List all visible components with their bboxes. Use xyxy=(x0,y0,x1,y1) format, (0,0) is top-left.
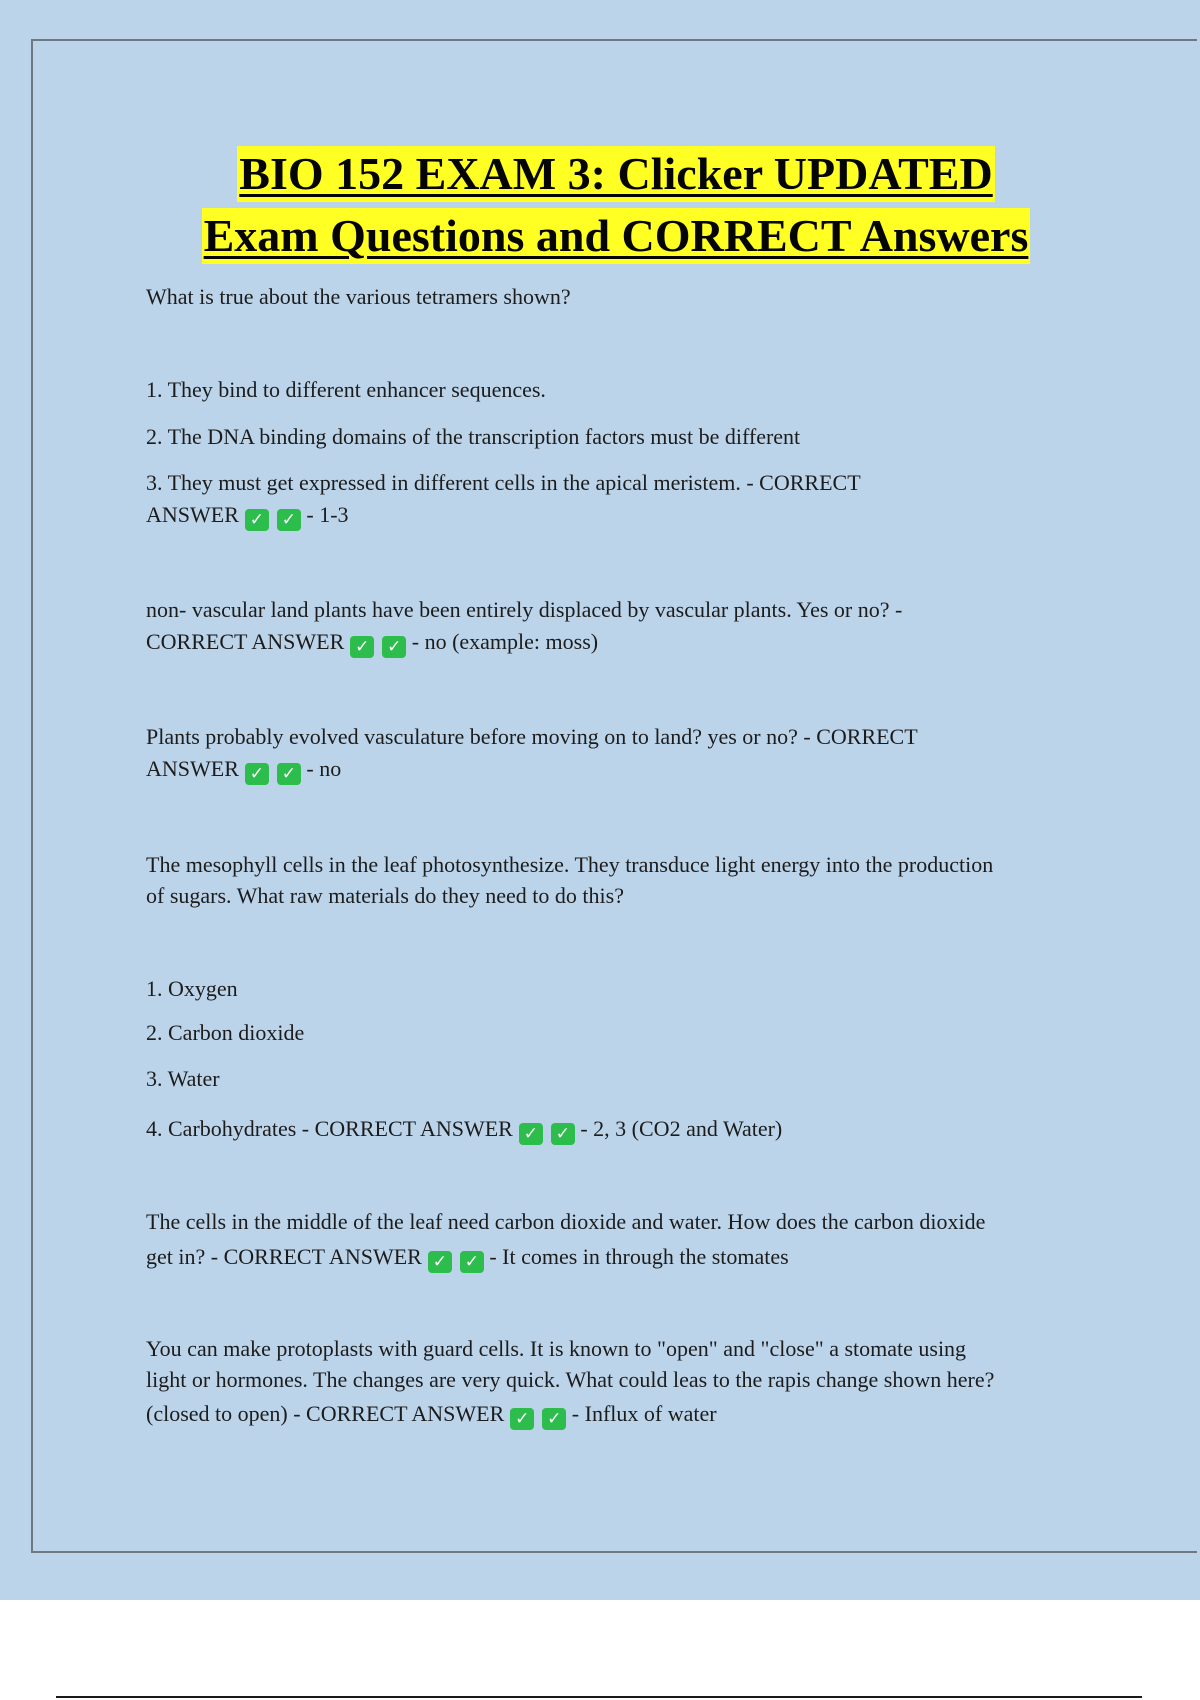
option-1-1: 1. They bind to different enhancer sequences. xyxy=(146,377,546,402)
question-6-line-2: light or hormones. The changes are very quick. What could leas to the rapis change shown here? xyxy=(146,1367,995,1392)
check-mark-icon: ✓ xyxy=(542,1408,566,1430)
answer-2 xyxy=(146,626,598,658)
question-5: The cells in the middle of the leaf need carbon dioxide and water. How does the carbon dioxide xyxy=(146,1209,986,1234)
option-4-3: 3. Water xyxy=(146,1066,220,1091)
title-line-1: BIO 152 EXAM 3: Clicker UPDATED xyxy=(237,146,994,202)
answer-4-text: - 2, 3 (CO2 and Water) xyxy=(580,1116,783,1141)
answer-6-prefix: (closed to open) - CORRECT ANSWER xyxy=(146,1401,505,1426)
answer-1 xyxy=(146,499,349,531)
option-4-2: 2. Carbon dioxide xyxy=(146,1020,305,1045)
page-footer-rule xyxy=(56,1696,1142,1698)
question-4-line-1: The mesophyll cells in the leaf photosynthesize. They transduce light energy into the production xyxy=(146,852,994,877)
answer-3 xyxy=(146,753,341,785)
option-4-1: 1. Oxygen xyxy=(146,976,238,1001)
answer-2-prefix: CORRECT ANSWER xyxy=(146,629,345,654)
answer-3-prefix: ANSWER xyxy=(146,756,239,781)
answer-3-text: - no xyxy=(306,756,342,781)
answer-1-text: - 1-3 xyxy=(306,502,349,527)
document-title xyxy=(0,146,1200,270)
answer-2-text: - no (example: moss) xyxy=(411,629,599,654)
question-1: What is true about the various tetramers shown? xyxy=(146,284,571,309)
check-mark-icon: ✓ xyxy=(428,1251,452,1273)
question-3: Plants probably evolved vasculature before moving on to land? yes or no? - CORRECT xyxy=(146,724,918,749)
option-1-2: 2. The DNA binding domains of the transcription factors must be different xyxy=(146,424,801,449)
check-mark-icon: ✓ xyxy=(245,509,269,531)
answer-6-text: - Influx of water xyxy=(571,1401,717,1426)
answer-6 xyxy=(146,1398,717,1430)
answer-5-text: - It comes in through the stomates xyxy=(489,1244,789,1269)
check-mark-icon: ✓ xyxy=(519,1123,543,1145)
option-1-3: 3. They must get expressed in different cells in the apical meristem. - CORRECT xyxy=(146,470,861,495)
check-mark-icon: ✓ xyxy=(460,1251,484,1273)
answer-5 xyxy=(146,1241,789,1273)
answer-4 xyxy=(146,1113,782,1145)
answer-1-prefix: ANSWER xyxy=(146,502,239,527)
check-mark-icon: ✓ xyxy=(277,763,301,785)
check-mark-icon: ✓ xyxy=(277,509,301,531)
question-4-line-2: of sugars. What raw materials do they need to do this? xyxy=(146,883,624,908)
answer-4-prefix: 4. Carbohydrates - CORRECT ANSWER xyxy=(146,1116,513,1141)
check-mark-icon: ✓ xyxy=(245,763,269,785)
question-2: non- vascular land plants have been entirely displaced by vascular plants. Yes or no? - xyxy=(146,597,903,622)
title-line-2: Exam Questions and CORRECT Answers xyxy=(202,208,1031,264)
check-mark-icon: ✓ xyxy=(350,636,374,658)
question-6-line-1: You can make protoplasts with guard cells. It is known to "open" and "close" a stomate using xyxy=(146,1336,967,1361)
answer-5-prefix: get in? - CORRECT ANSWER xyxy=(146,1244,422,1269)
check-mark-icon: ✓ xyxy=(551,1123,575,1145)
check-mark-icon: ✓ xyxy=(510,1408,534,1430)
check-mark-icon: ✓ xyxy=(382,636,406,658)
